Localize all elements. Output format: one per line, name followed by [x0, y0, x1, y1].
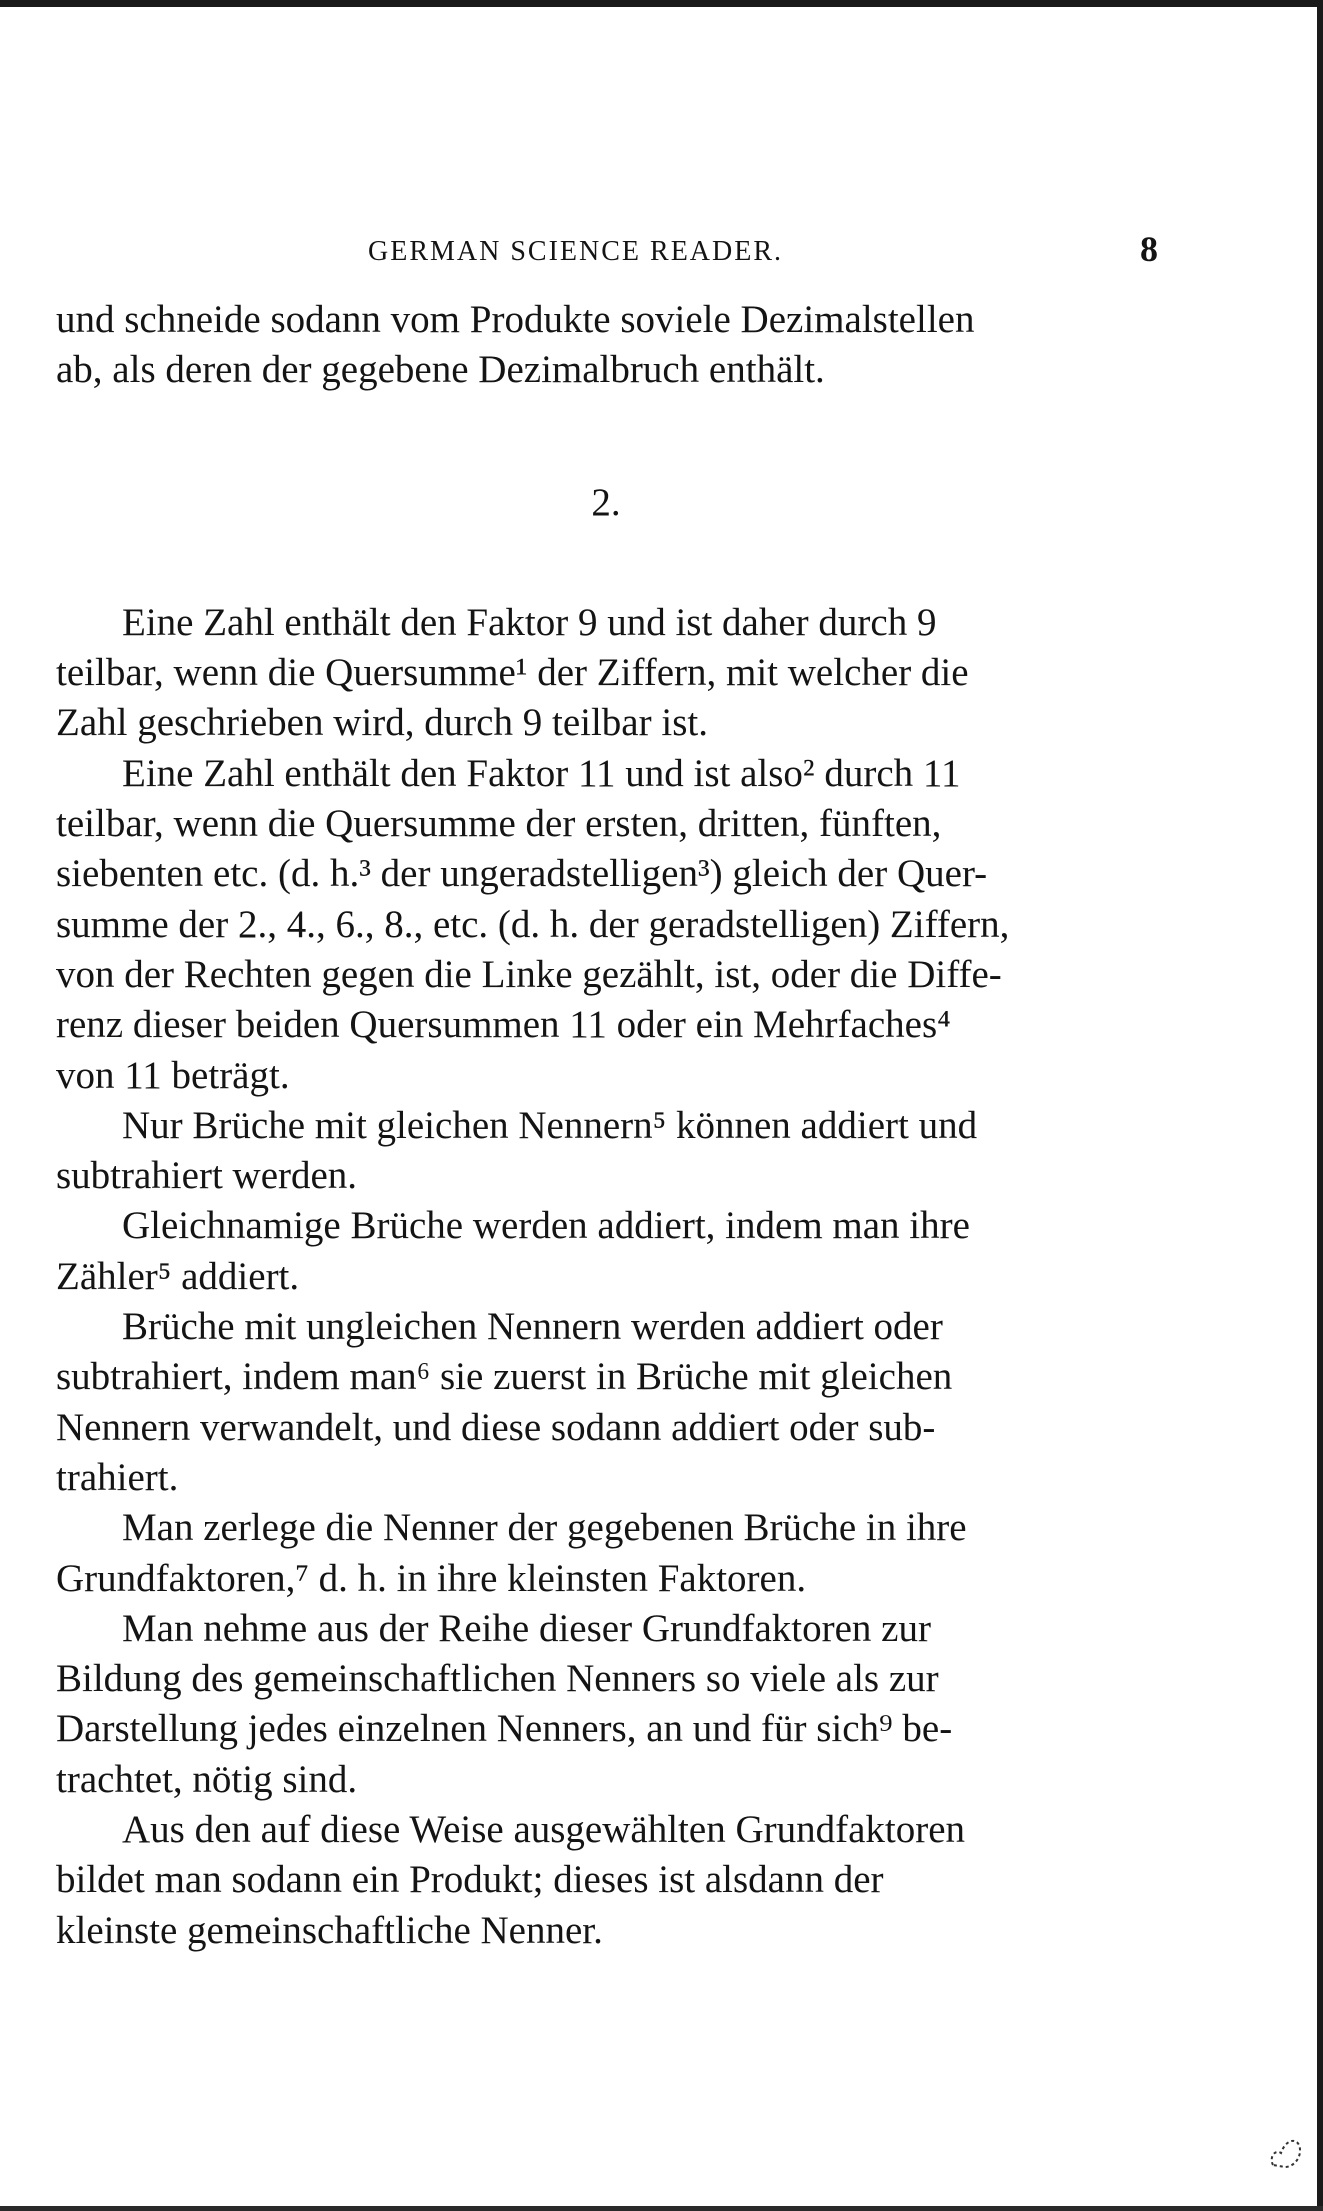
page-body [56, 295, 1156, 1956]
paragraph-divisibility-11: Eine Zahl enthält den Faktor 11 und ist also² durch 11 teilbar, wenn die Quersumme der ersten, dritten, fünften, siebenten etc. (d. h.³ der ungeradstelligen³) gleich der Quer- summe der 2., 4., 6., 8., etc. (d. h. der geradstelligen) Ziffern, von der Rechten gegen die Linke gezählt, ist, oder die Diffe- renz dieser beiden Quersummen 11 oder ein Mehrfaches⁴ von 11 beträgt. [56, 751, 1010, 1097]
right-edge-rule [1317, 0, 1323, 2211]
paragraph-prime-factors: Man zerlege die Nenner der gegebenen Brüche in ihre Grundfaktoren,⁷ d. h. in ihre kleinsten Faktoren. [56, 1506, 967, 1600]
page-header [0, 228, 1323, 278]
top-edge-rule [0, 0, 1323, 7]
paragraph-unlike-fractions: Brüche mit ungleichen Nennern werden addiert oder subtrahiert, indem man⁶ sie zuerst in Brüche mit gleichen Nennern verwandelt, und diese sodann addiert oder sub- trahiert. [56, 1305, 953, 1499]
paragraph-like-fractions: Gleichnamige Brüche werden addiert, indem man ihre Zähler⁵ addiert. [56, 1204, 970, 1298]
paragraph-common-denominator-factors: Man nehme aus der Reihe dieser Grundfaktoren zur Bildung des gemeinschaftlichen Nenners so viele als zur Darstellung jedes einzelnen Nenners, an und für sich⁹ be- trachtet, nötig sind. [56, 1606, 953, 1801]
carryover-paragraph: und schneide sodann vom Produkte soviele Dezimalstellen ab, als deren der gegebene Dezimalbruch enthält. [56, 298, 975, 392]
running-title: GERMAN SCIENCE READER. [368, 236, 784, 267]
print-smudge [1265, 2127, 1305, 2171]
paragraph-least-common-denominator: Aus den auf diese Weise ausgewählten Grundfaktoren bildet man sodann ein Produkt; dieses ist alsdann der kleinste gemeinschaftliche Nenner. [56, 1808, 966, 1952]
paragraph-equal-denominators: Nur Brüche mit gleichen Nennern⁵ können addiert und subtrahiert werden. [56, 1103, 978, 1198]
section-number: 2. [591, 480, 621, 524]
page-number: 8 [1140, 229, 1158, 269]
bottom-edge-rule [0, 2206, 1323, 2211]
paragraph-divisibility-9: Eine Zahl enthält den Faktor 9 und ist daher durch 9 teilbar, wenn die Quersumme¹ der Ziffern, mit welcher die Zahl geschrieben wird, durch 9 teilbar ist. [56, 600, 969, 745]
